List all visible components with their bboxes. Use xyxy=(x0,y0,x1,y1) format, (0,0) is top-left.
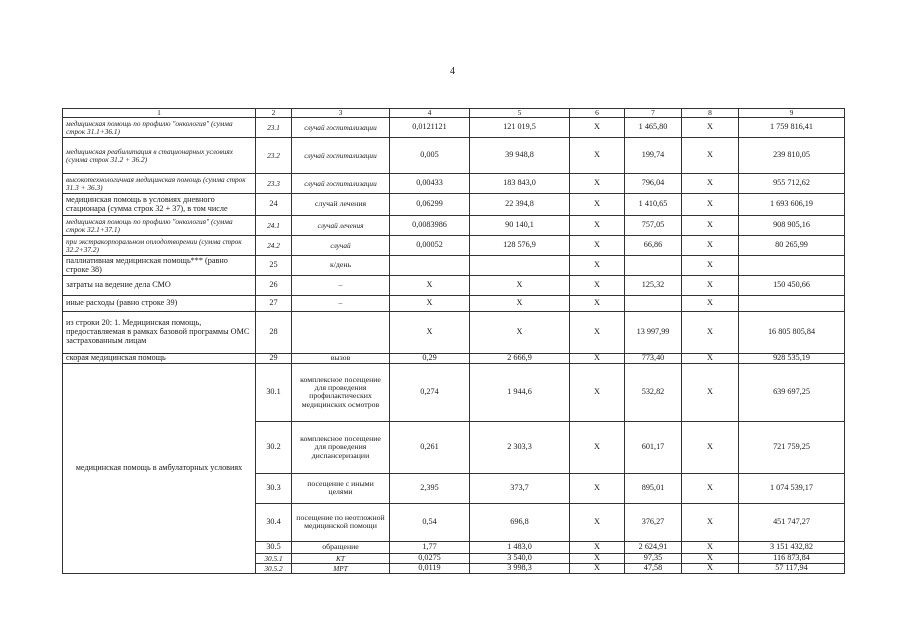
value-cell xyxy=(470,256,570,276)
value-cell: X xyxy=(570,473,625,503)
value-cell: X xyxy=(390,312,470,354)
value-cell: X xyxy=(570,296,625,312)
value-cell: X xyxy=(570,118,625,138)
value-cell: 22 394,8 xyxy=(470,194,570,216)
unit-cell: КТ xyxy=(292,553,390,563)
row-label: медицинская помощь по профилю "онкология" (сумма строк 31.1+36.1) xyxy=(63,118,256,138)
unit-cell: случай лечения xyxy=(292,194,390,216)
unit-cell: обращение xyxy=(292,541,390,553)
row-number: 30.5.2 xyxy=(256,563,292,573)
row-label: медицинская помощь по профилю "онкология" (сумма строк 32.1+37.1) xyxy=(63,216,256,236)
table-row xyxy=(63,216,845,236)
value-cell: X xyxy=(570,256,625,276)
value-cell: 128 576,9 xyxy=(470,236,570,256)
value-cell: 1 944,6 xyxy=(470,363,570,421)
table-row xyxy=(63,256,845,276)
value-cell: X xyxy=(682,363,739,421)
column-number-1: 1 xyxy=(63,109,256,118)
row-label: из строки 20: 1. Медицинская помощь, предоставляемая в рамках базовой программы ОМС застрахованным лицам xyxy=(63,312,256,354)
value-cell: 639 697,25 xyxy=(739,363,845,421)
value-cell: 97,35 xyxy=(625,553,682,563)
value-cell: X xyxy=(570,276,625,296)
value-cell xyxy=(625,256,682,276)
table-row xyxy=(63,312,845,354)
row-number: 30.5 xyxy=(256,541,292,553)
header-row xyxy=(63,109,845,118)
value-cell: X xyxy=(570,194,625,216)
value-cell: 0,54 xyxy=(390,503,470,541)
row-label: медицинская реабилитация в стационарных условиях (сумма строк 31.2 + 36.2) xyxy=(63,138,256,174)
row-number: 28 xyxy=(256,312,292,354)
value-cell: 373,7 xyxy=(470,473,570,503)
value-cell: 183 843,0 xyxy=(470,174,570,194)
column-number-2: 2 xyxy=(256,109,292,118)
column-number-6: 6 xyxy=(570,109,625,118)
value-cell: X xyxy=(682,312,739,354)
row-label: высокотехнологичная медицинская помощь (сумма строк 31.3 + 36.3) xyxy=(63,174,256,194)
unit-cell: – xyxy=(292,276,390,296)
value-cell: 0,00433 xyxy=(390,174,470,194)
row-number: 30.3 xyxy=(256,473,292,503)
value-cell: 1,77 xyxy=(390,541,470,553)
value-cell: X xyxy=(682,354,739,364)
value-cell: 895,01 xyxy=(625,473,682,503)
value-cell: X xyxy=(682,276,739,296)
value-cell: 150 450,66 xyxy=(739,276,845,296)
ambulatory-section-label: медицинская помощь в амбулаторных условиях xyxy=(63,363,256,573)
value-cell: 0,0119 xyxy=(390,563,470,573)
row-label: затраты на ведение дела СМО xyxy=(63,276,256,296)
value-cell xyxy=(390,256,470,276)
value-cell: 796,04 xyxy=(625,174,682,194)
value-cell: 1 074 539,17 xyxy=(739,473,845,503)
value-cell: X xyxy=(570,354,625,364)
value-cell: 125,32 xyxy=(625,276,682,296)
value-cell: 1 465,80 xyxy=(625,118,682,138)
value-cell: X xyxy=(682,503,739,541)
value-cell: X xyxy=(570,216,625,236)
page-number: 4 xyxy=(450,66,455,77)
value-cell: 2 666,9 xyxy=(470,354,570,364)
row-label: скорая медицинская помощь xyxy=(63,354,256,364)
row-number: 23.3 xyxy=(256,174,292,194)
value-cell: 696,8 xyxy=(470,503,570,541)
value-cell: X xyxy=(682,174,739,194)
column-number-3: 3 xyxy=(292,109,390,118)
row-number: 24.2 xyxy=(256,236,292,256)
unit-cell: к/день xyxy=(292,256,390,276)
value-cell: X xyxy=(570,421,625,473)
value-cell: X xyxy=(390,296,470,312)
value-cell: 16 805 805,84 xyxy=(739,312,845,354)
row-label: паллиативная медицинская помощь*** (равно строке 38) xyxy=(63,256,256,276)
value-cell: X xyxy=(682,194,739,216)
value-cell: 39 948,8 xyxy=(470,138,570,174)
value-cell: X xyxy=(470,296,570,312)
value-cell: X xyxy=(682,216,739,236)
row-number: 25 xyxy=(256,256,292,276)
unit-cell: комплексное посещение для проведения диспансеризации xyxy=(292,421,390,473)
value-cell: X xyxy=(570,363,625,421)
column-number-4: 4 xyxy=(390,109,470,118)
column-number-9: 9 xyxy=(739,109,845,118)
value-cell: X xyxy=(682,421,739,473)
value-cell: X xyxy=(682,553,739,563)
table-row xyxy=(63,174,845,194)
value-cell: 955 712,62 xyxy=(739,174,845,194)
unit-cell: комплексное посещение для проведения профилактических медицинских осмотров xyxy=(292,363,390,421)
row-number: 27 xyxy=(256,296,292,312)
value-cell: X xyxy=(570,236,625,256)
unit-cell: – xyxy=(292,296,390,312)
table-row xyxy=(63,118,845,138)
value-cell: 0,29 xyxy=(390,354,470,364)
value-cell: 0,06299 xyxy=(390,194,470,216)
value-cell: X xyxy=(682,236,739,256)
value-cell: 757,05 xyxy=(625,216,682,236)
value-cell: 121 019,5 xyxy=(470,118,570,138)
column-number-5: 5 xyxy=(470,109,570,118)
table-row xyxy=(63,276,845,296)
unit-cell: случай госпитализации xyxy=(292,174,390,194)
value-cell: 601,17 xyxy=(625,421,682,473)
value-cell: X xyxy=(570,563,625,573)
value-cell: 80 265,99 xyxy=(739,236,845,256)
value-cell: X xyxy=(682,296,739,312)
value-cell: 908 905,16 xyxy=(739,216,845,236)
table-row xyxy=(63,138,845,174)
row-number: 29 xyxy=(256,354,292,364)
value-cell: X xyxy=(470,312,570,354)
value-cell: 928 535,19 xyxy=(739,354,845,364)
row-number: 23.1 xyxy=(256,118,292,138)
row-label: иные расходы (равно строке 39) xyxy=(63,296,256,312)
value-cell: 47,58 xyxy=(625,563,682,573)
unit-cell: МРТ xyxy=(292,563,390,573)
value-cell xyxy=(739,296,845,312)
value-cell: 66,86 xyxy=(625,236,682,256)
value-cell xyxy=(625,296,682,312)
row-label: при экстракорпоральном оплодотворении (сумма строк 32.2+37.2) xyxy=(63,236,256,256)
value-cell: X xyxy=(682,118,739,138)
value-cell: 532,82 xyxy=(625,363,682,421)
unit-cell: случай госпитализации xyxy=(292,138,390,174)
value-cell: 199,74 xyxy=(625,138,682,174)
value-cell: 0,00052 xyxy=(390,236,470,256)
value-cell: 1 483,0 xyxy=(470,541,570,553)
value-cell: X xyxy=(682,541,739,553)
value-cell: 376,27 xyxy=(625,503,682,541)
value-cell: 451 747,27 xyxy=(739,503,845,541)
value-cell: X xyxy=(570,312,625,354)
value-cell: X xyxy=(570,541,625,553)
value-cell: 2 303,3 xyxy=(470,421,570,473)
value-cell: 721 759,25 xyxy=(739,421,845,473)
column-number-7: 7 xyxy=(625,109,682,118)
value-cell: X xyxy=(682,563,739,573)
unit-cell: посещение по неотложной медицинской помощи xyxy=(292,503,390,541)
value-cell: X xyxy=(682,256,739,276)
unit-cell xyxy=(292,312,390,354)
value-cell: 3 998,3 xyxy=(470,563,570,573)
value-cell: 0,261 xyxy=(390,421,470,473)
row-number: 30.1 xyxy=(256,363,292,421)
table-row xyxy=(63,363,845,421)
value-cell: 0,005 xyxy=(390,138,470,174)
unit-cell: посещение с иными целями xyxy=(292,473,390,503)
value-cell: 2 624,91 xyxy=(625,541,682,553)
value-cell: 1 759 816,41 xyxy=(739,118,845,138)
value-cell: X xyxy=(570,174,625,194)
row-number: 30.5.1 xyxy=(256,553,292,563)
budget-table xyxy=(62,108,845,574)
value-cell: X xyxy=(390,276,470,296)
value-cell xyxy=(739,256,845,276)
value-cell: 90 140,1 xyxy=(470,216,570,236)
value-cell: X xyxy=(682,473,739,503)
value-cell: 57 117,94 xyxy=(739,563,845,573)
row-number: 26 xyxy=(256,276,292,296)
value-cell: 3 540,0 xyxy=(470,553,570,563)
value-cell: 0,0121121 xyxy=(390,118,470,138)
row-number: 30.2 xyxy=(256,421,292,473)
value-cell: 0,274 xyxy=(390,363,470,421)
value-cell: 0,0083986 xyxy=(390,216,470,236)
row-label: медицинская помощь в условиях дневного стационара (сумма строк 32 + 37), в том числе xyxy=(63,194,256,216)
value-cell: X xyxy=(570,553,625,563)
unit-cell: вызов xyxy=(292,354,390,364)
value-cell: 1 410,65 xyxy=(625,194,682,216)
row-number: 23.2 xyxy=(256,138,292,174)
value-cell: X xyxy=(682,138,739,174)
table-row xyxy=(63,354,845,364)
table-row xyxy=(63,296,845,312)
table-row xyxy=(63,194,845,216)
value-cell: X xyxy=(570,503,625,541)
row-number: 30.4 xyxy=(256,503,292,541)
column-number-8: 8 xyxy=(682,109,739,118)
value-cell: 1 693 606,19 xyxy=(739,194,845,216)
value-cell: 3 151 432,82 xyxy=(739,541,845,553)
value-cell: 239 810,05 xyxy=(739,138,845,174)
value-cell: 2,395 xyxy=(390,473,470,503)
unit-cell: случай xyxy=(292,236,390,256)
unit-cell: случай лечения xyxy=(292,216,390,236)
unit-cell: случай госпитализации xyxy=(292,118,390,138)
value-cell: 773,40 xyxy=(625,354,682,364)
value-cell: 13 997,99 xyxy=(625,312,682,354)
value-cell: X xyxy=(470,276,570,296)
value-cell: X xyxy=(570,138,625,174)
row-number: 24 xyxy=(256,194,292,216)
row-number: 24.1 xyxy=(256,216,292,236)
value-cell: 0,0275 xyxy=(390,553,470,563)
table-row xyxy=(63,236,845,256)
value-cell: 116 873,84 xyxy=(739,553,845,563)
